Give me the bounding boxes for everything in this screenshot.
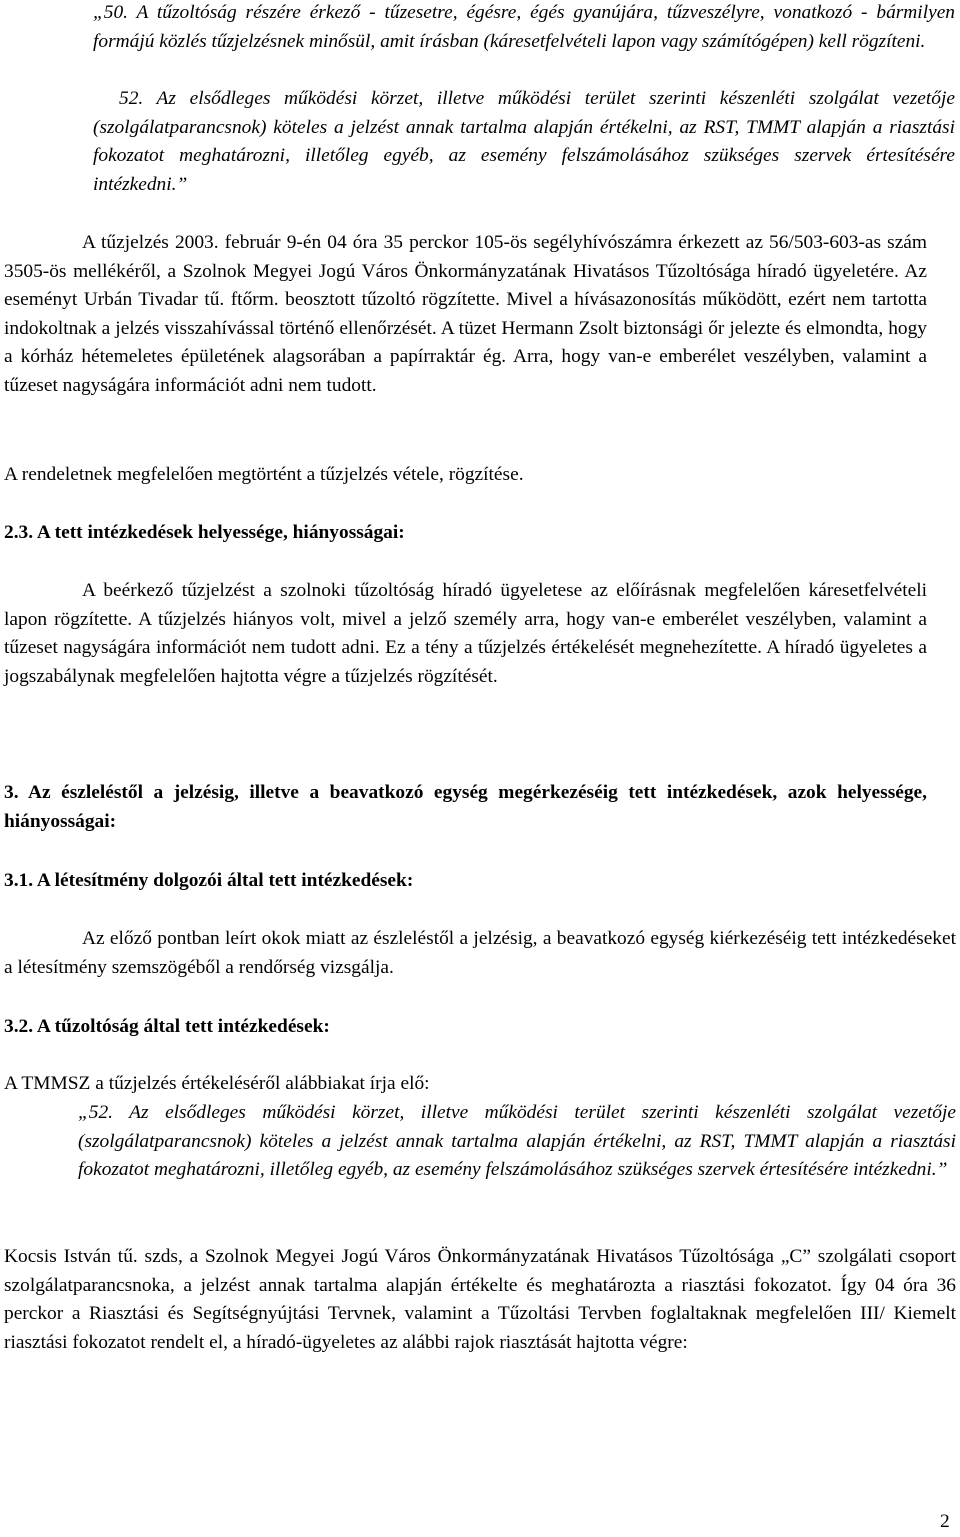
page-number: 2 — [940, 1511, 950, 1532]
paragraph-2-3: A beérkező tűzjelzést a szolnoki tűzoltóság híradó ügyeletese az előírásnak megfelelően káresetfelvételi lapon rögzítette. A tűzjelzés hiányos volt, mivel a jelző személy arra, hogy van-e emberélet veszélyben, valamint a tűzeset nagyságára információt nem tudott adni. Ez a tény a tűzjelzés értékelését megnehezítette. A híradó ügyeletes a jogszabálynak megfelelően hajtotta végre a tűzjelzés rögzítését. — [4, 580, 927, 687]
tmmsz-paragraph: A TMMSZ a tűzjelzés értékeléséről alábbiakat írja elő: — [4, 1073, 430, 1094]
fire-signal-paragraph: A tűzjelzés 2003. február 9-én 04 óra 35 perckor 105-ös segélyhívószámra érkezett az 56/503-603-as szám 3505-ös mellékéről, a Szolnok Megyei Jogú Város Önkormányzatának Hivatásos Tűzoltósága híradó ügyeletére. Az eseményt Urbán Tivadar tű. ftőrm. beosztott tűzoltó rögzítette. Mivel a hívásazonosítás működött, ezért nem tartotta indokoltnak a jelzés visszahívással történő ellenőrzését. A tüzet Hermann Zsolt biztonsági őr jelezte és elmondta, hogy a kórház hétemeletes épületének alagsorában a papírraktár ég. Arra, hogy van-e emberélet veszélyben, valamint a tűzeset nagyságára információt adni nem tudott. — [4, 232, 927, 396]
heading-2-3: 2.3. A tett intézkedések helyessége, hiányosságai: — [4, 522, 405, 543]
heading-3: 3. Az észleléstől a jelzésig, illetve a beavatkozó egység megérkezéséig tett intézkedések, azok helyessége, hiányosságai: — [4, 782, 927, 832]
kocsis-paragraph: Kocsis István tű. szds, a Szolnok Megyei Jogú Város Önkormányzatának Hivatásos Tűzoltósága „C” szolgálati csoport szolgálatparancsnoka, a jelzést annak tartalma alapján értékelte és meghatározta a riasztási fokozatot. Így 04 óra 36 perckor a Riasztási és Segítségnyújtási Tervnek, valamint a Tűzoltási Tervben foglaltaknak megfelelően III/ Kiemelt riasztási fokozatot rendelt el, a híradó-ügyeletes az alábbi rajok riasztását hajtotta végre: — [4, 1246, 956, 1353]
heading-3-1: 3.1. A létesítmény dolgozói által tett intézkedések: — [4, 870, 414, 891]
quote-paragraph-52: 52. Az elsődleges működési körzet, illetve működési terület szerinti készenléti szolgálat vezetője (szolgálatparancsnok) köteles a jelzést annak tartalma alapján értékelni, az RST, TMMT alapján a riasztási fokozatot meghatározni, illetőleg egyéb, az esemény felszámolásához szükséges szervek értesítésére intézkedni.” — [93, 88, 955, 195]
quote-paragraph-50: „50. A tűzoltóság részére érkező - tűzesetre, égésre, égés gyanújára, tűzveszélyre, vonatkozó - bármilyen formájú közlés tűzjelzésnek minősül, amit írásban (káresetfelvételi lapon vagy számítógépen) kell rögzíteni. — [93, 2, 955, 52]
decree-paragraph: A rendeletnek megfelelően megtörtént a tűzjelzés vétele, rögzítése. — [4, 464, 524, 485]
heading-3-2: 3.2. A tűzoltóság által tett intézkedések: — [4, 1016, 330, 1037]
quote-paragraph-52-repeat: „52. Az elsődleges működési körzet, illetve működési terület szerinti készenléti szolgálat vezetője (szolgálatparancsnok) köteles a jelzést annak tartalma alapján értékelni, az RST, TMMT alapján a riasztási fokozatot meghatározni, illetőleg egyéb, az esemény felszámolásához szükséges szervek értesítésére intézkedni.” — [78, 1102, 956, 1181]
paragraph-3-1: Az előző pontban leírt okok miatt az észleléstől a jelzésig, a beavatkozó egység kiérkezéséig tett intézkedéseket a létesítmény szemszögéből a rendőrség vizsgálja. — [4, 928, 956, 978]
